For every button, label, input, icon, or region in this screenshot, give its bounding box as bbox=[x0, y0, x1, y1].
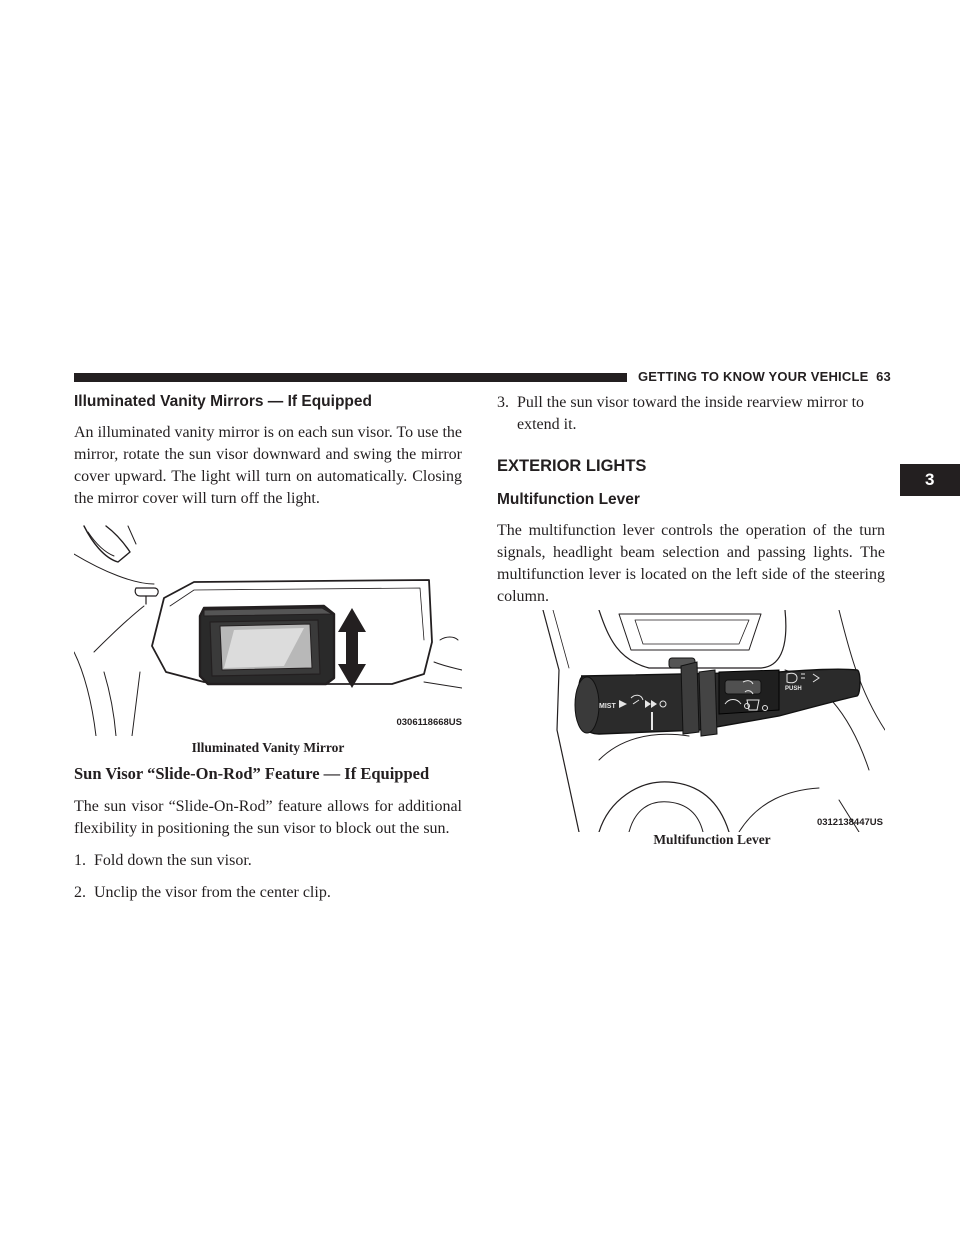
step-text-continued: extend it. bbox=[517, 416, 577, 433]
vanity-mirror-figure bbox=[74, 522, 462, 736]
figure-code: 0312138447US bbox=[816, 817, 883, 828]
figure-caption: Multifunction Lever bbox=[653, 832, 771, 847]
chapter-tab[interactable]: 3 bbox=[900, 464, 960, 496]
sun-visor-paragraph: The sun visor “Slide-On-Rod” feature allows for additional flexibility in positioning the sun visor to block out the sun. bbox=[74, 798, 462, 837]
mist-label: MIST bbox=[599, 703, 616, 710]
multifunction-lever-paragraph: The multifunction lever controls the operation of the turn signals, headlight beam selection and passing lights. The multifunction lever is located on the left side of the steering column. bbox=[497, 522, 885, 605]
step-text: Fold down the sun visor. bbox=[94, 852, 252, 869]
header-section-title: GETTING TO KNOW YOUR VEHICLE bbox=[638, 369, 869, 384]
figure-caption: Illuminated Vanity Mirror bbox=[191, 740, 345, 755]
step-number: 2. bbox=[74, 884, 86, 901]
step-item bbox=[74, 882, 462, 904]
step-number: 1. bbox=[74, 852, 86, 869]
step-text: Unclip the visor from the center clip. bbox=[94, 884, 331, 901]
step-item bbox=[74, 850, 462, 872]
vanity-mirror-illustration bbox=[74, 522, 462, 736]
push-label: PUSH bbox=[785, 686, 802, 692]
page-number: 63 bbox=[876, 369, 891, 384]
multifunction-lever-heading: Multifunction Lever bbox=[497, 491, 640, 508]
exterior-lights-heading: EXTERIOR LIGHTS bbox=[497, 457, 647, 475]
multifunction-lever-figure bbox=[539, 610, 885, 832]
sun-visor-heading: Sun Visor “Slide-On-Rod” Feature — If Equipped bbox=[74, 764, 430, 783]
right-column bbox=[497, 392, 885, 848]
running-header bbox=[638, 369, 891, 384]
header-rule bbox=[74, 373, 627, 382]
multifunction-lever-illustration bbox=[539, 610, 885, 832]
step-number: 3. bbox=[497, 394, 509, 411]
figure-code: 0306118668US bbox=[396, 717, 462, 728]
vanity-mirrors-paragraph: An illuminated vanity mirror is on each sun visor. To use the mirror, rotate the sun visor downward and swing the mirror cover upward. The light will turn on automatically. Closing the mirror cover will turn off the light. bbox=[74, 424, 462, 507]
vanity-mirrors-heading: Illuminated Vanity Mirrors — If Equipped bbox=[74, 393, 372, 410]
step-text: Pull the sun visor toward the inside rearview mirror to bbox=[517, 394, 865, 411]
left-column bbox=[74, 392, 462, 904]
step-item bbox=[497, 392, 885, 414]
